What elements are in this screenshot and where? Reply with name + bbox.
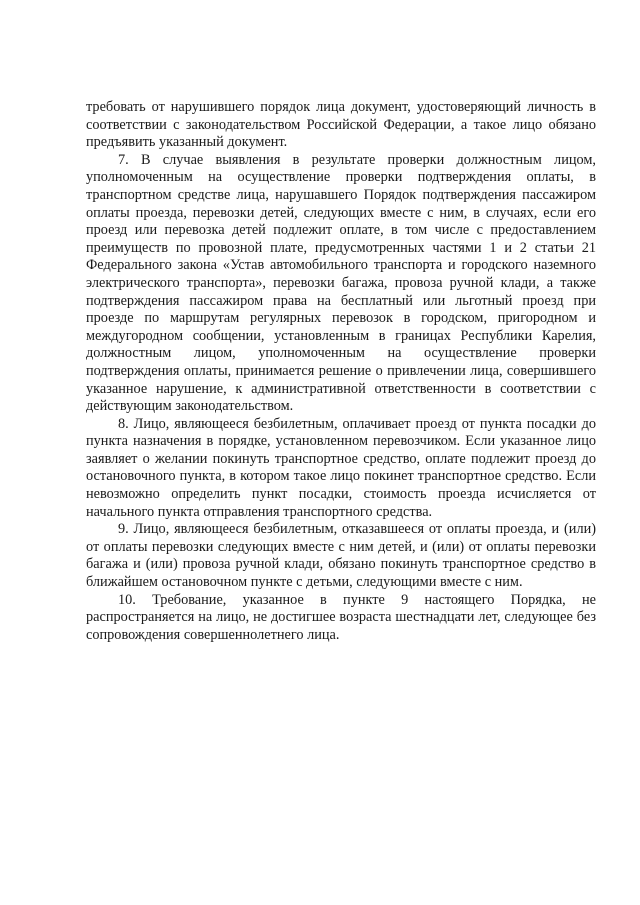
paragraph-item-7: 7. В случае выявления в результате проверки должностным лицом, уполномоченным на осуществление проверки подтверждения оплаты, в транспортном средстве лица, нарушавшего Порядок подтверждения пассажиром оплаты проезда, перевозки детей, следующих вместе с ним, в случаях, если его проезд или перевозка детей подлежит оплате, в том числе с предоставлением преимуществ по провозной плате, предусмотренных частями 1 и 2 статьи 21 Федерального закона «Устав автомобильного транспорта и городского наземного электрического транспорта», перевозки багажа, провоза ручной клади, а также подтверждения пассажиром права на бесплатный или льготный проезд при проезде по маршрутам регулярных перевозок в городском, пригородном и междугородном сообщении, установленным в границах Республики Карелия, должностным лицом, уполномоченным на осуществление проверки подтверждения оплаты, принимается решение о привлечении лица, совершившего указанное нарушение, к административной ответственности в соответствии с действующим законодательством. <box>86 151 596 415</box>
paragraph-item-8: 8. Лицо, являющееся безбилетным, оплачивает проезд от пункта посадки до пункта назначения в порядке, установленном перевозчиком. Если указанное лицо заявляет о желании покинуть транспортное средство, оплате подлежит проезд до остановочного пункта, в котором такое лицо покинет транспортное средство. Если невозможно определить пункт посадки, стоимость проезда исчисляется от начального пункта отправления транспортного средства. <box>86 415 596 520</box>
paragraph-item-9: 9. Лицо, являющееся безбилетным, отказавшееся от оплаты проезда, и (или) от оплаты перевозки следующих вместе с ним детей, и (или) от оплаты перевозки багажа и (или) провоза ручной клади, обязано покинуть транспортное средство в ближайшем остановочном пункте с детьми, следующими вместе с ним. <box>86 521 596 591</box>
paragraph-item-10: 10. Требование, указанное в пункте 9 настоящего Порядка, не распространяется на лицо, не достигшее возраста шестнадцати лет, следующее без сопровождения совершеннолетнего лица. <box>86 591 596 643</box>
document-body <box>86 99 596 644</box>
paragraph-continuation: требовать от нарушившего порядок лица документ, удостоверяющий личность в соответствии с законодательством Российской Федерации, а такое лицо обязано предъявить указанный документ. <box>86 99 596 151</box>
